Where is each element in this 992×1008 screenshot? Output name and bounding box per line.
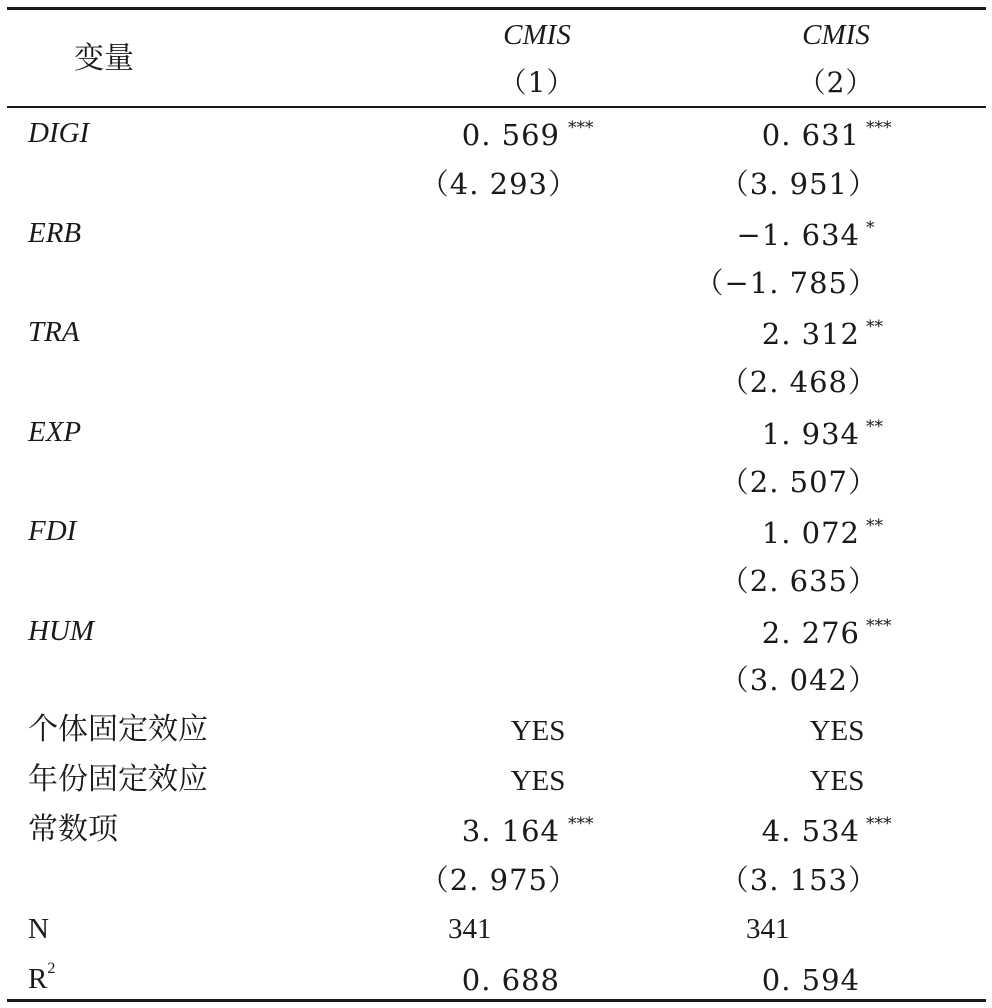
bottom-rule: [7, 999, 986, 1002]
row-label-exp: EXP: [28, 416, 82, 448]
individual-fe-col2: YES: [809, 715, 865, 747]
individual-fe-col1: YES: [510, 715, 566, 747]
digi-col1-stars: ***: [568, 118, 594, 138]
year-fe-col1: YES: [510, 765, 566, 797]
erb-col2-stars: *: [866, 218, 875, 238]
row-label-erb: ERB: [28, 217, 82, 249]
r2-col2: 0. 594: [761, 963, 860, 997]
hum-col2-coef: 2. 276: [761, 616, 860, 650]
column-2-number: （2）: [797, 66, 875, 99]
r2-col1: 0. 688: [461, 963, 560, 997]
fdi-col2-stars: **: [866, 516, 883, 536]
year-fe-col2: YES: [809, 765, 865, 797]
tra-col2-stars: **: [866, 317, 883, 337]
variable-column-header: 变量: [74, 41, 134, 76]
tra-col2-coef: 2. 312: [761, 317, 860, 351]
n-col1: 341: [448, 913, 492, 945]
column-2-title: CMIS: [802, 19, 870, 51]
header-rule: [7, 106, 986, 108]
exp-col2-stars: **: [866, 417, 883, 437]
column-1-title: CMIS: [503, 19, 571, 51]
constant-col1-stars: ***: [568, 814, 594, 834]
constant-col1-coef: 3. 164: [461, 814, 560, 848]
exp-col2-tstat: （2. 507）: [719, 465, 878, 499]
constant-col2-stars: ***: [866, 814, 892, 834]
constant-col1-tstat: （2. 975）: [419, 863, 578, 897]
digi-col1-tstat: （4. 293）: [419, 167, 578, 201]
digi-col2-tstat: （3. 951）: [719, 167, 878, 201]
row-label-year-fe: 年份固定效应: [28, 762, 208, 797]
hum-col2-stars: ***: [866, 616, 892, 636]
row-label-digi: DIGI: [28, 117, 90, 149]
row-label-hum: HUM: [28, 615, 95, 647]
exp-col2-coef: 1. 934: [761, 417, 860, 451]
row-label-constant: 常数项: [28, 812, 118, 847]
n-col2: 341: [746, 913, 790, 945]
column-1-number: （1）: [498, 66, 576, 99]
row-label-n: N: [28, 913, 49, 945]
erb-col2-tstat: （−1. 785）: [694, 266, 878, 300]
fdi-col2-tstat: （2. 635）: [719, 564, 878, 598]
tra-col2-tstat: （2. 468）: [719, 365, 878, 399]
r2-superscript: 2: [47, 960, 56, 977]
r2-base: R: [28, 963, 48, 995]
erb-col2-coef: −1. 634: [736, 218, 860, 252]
fdi-col2-coef: 1. 072: [761, 516, 860, 550]
row-label-fdi: FDI: [28, 515, 77, 547]
row-label-tra: TRA: [28, 316, 80, 348]
digi-col2-stars: ***: [866, 118, 892, 138]
top-rule: [7, 7, 986, 10]
row-label-individual-fe: 个体固定效应: [28, 712, 208, 747]
constant-col2-coef: 4. 534: [761, 814, 860, 848]
row-label-r2: [28, 960, 56, 995]
digi-col1-coef: 0. 569: [461, 118, 560, 152]
digi-col2-coef: 0. 631: [761, 118, 860, 152]
hum-col2-tstat: （3. 042）: [719, 663, 878, 697]
constant-col2-tstat: （3. 153）: [719, 863, 878, 897]
